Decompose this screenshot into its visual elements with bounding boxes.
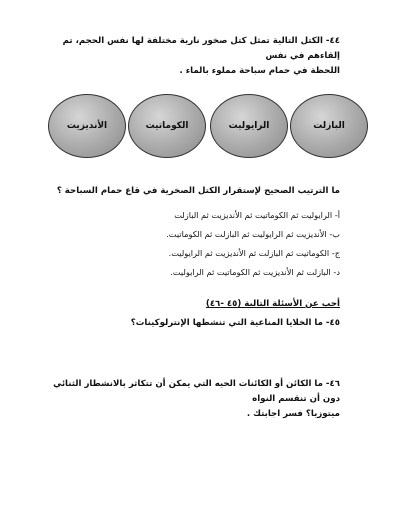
question-44-line2: اللحظة في حمام سباحة مملوء بالماء . xyxy=(179,66,340,76)
question-44-line1: ٤٤- الكتل التالية تمثل كتل صخور نارية مختلفة لها نفس الحجم، تم إلقاءهم في نفس xyxy=(62,36,340,61)
rock-komatiite-label: الكوماتيت xyxy=(145,121,189,131)
rock-samples-row xyxy=(48,94,364,160)
option-a[interactable]: أ- الرايوليت ثم الكوماتيت ثم الأنديزيت ثم البازلت xyxy=(174,210,340,220)
rock-rhyolite-label: الرايوليت xyxy=(228,121,270,131)
question-44 xyxy=(40,34,340,79)
question-46-line2: ميتوزيا؟ فسر اجابتك . xyxy=(246,409,340,419)
option-d[interactable]: د- البازلت ثم الأنديزيت ثم الكوماتيت ثم الرايوليت. xyxy=(170,267,340,277)
rock-andesite-label: الأنديزيت xyxy=(66,121,108,131)
option-c[interactable]: ج- الكوماتيت ثم البازلت ثم الأنديزيت ثم الرايوليت. xyxy=(168,248,340,258)
question-44-prompt: ما الترتيب الصحيح لإستقرار الكتل الصخرية في قاع حمام السباحة ؟ xyxy=(56,186,340,196)
question-45: ٤٥- ما الخلايا المناعية التي تنشطها الإنترلوكينات؟ xyxy=(130,318,340,328)
section-heading: أجب عن الأسئلة التالية (٤٥ -٤٦) xyxy=(205,299,340,309)
question-46 xyxy=(48,377,340,422)
rock-komatiite xyxy=(128,94,206,158)
rock-basalt-label: البازلت xyxy=(313,121,345,131)
question-46-line1: ٤٦- ما الكائن أو الكائنات الحيه التي يمكن أن تتكاثر بالانشطار الثنائي دون أن تنقسم النواه xyxy=(53,379,340,404)
rock-basalt xyxy=(290,94,368,158)
rock-rhyolite xyxy=(210,94,288,158)
option-b[interactable]: ب- الأنديزيت ثم الرايوليت ثم البازلت ثم الكوماتيت. xyxy=(166,229,340,239)
rock-andesite xyxy=(48,94,126,158)
